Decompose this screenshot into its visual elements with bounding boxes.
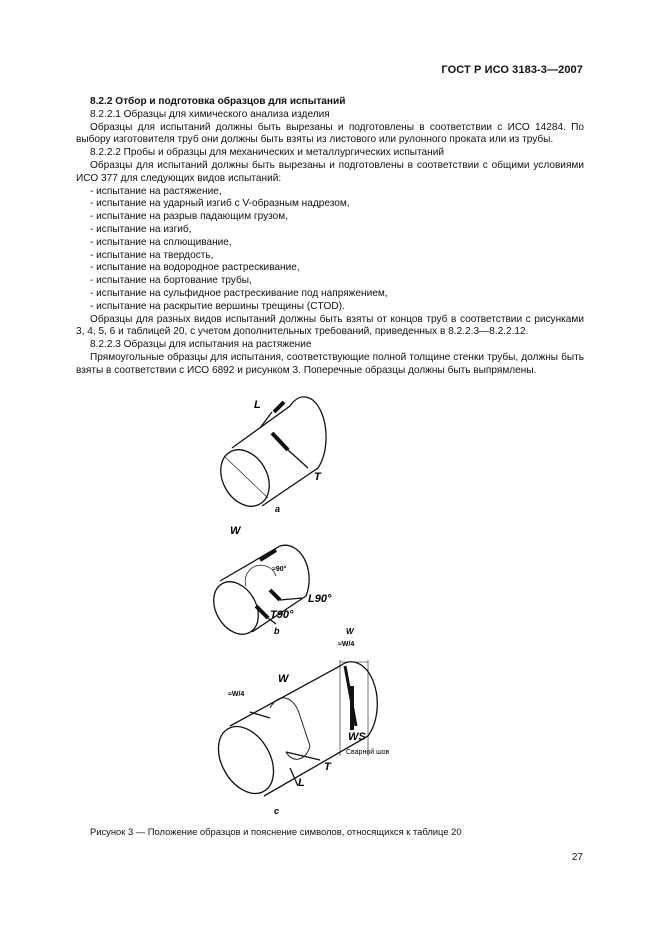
- list-item: - испытание на ударный изгиб с V-образным надрезом,: [90, 198, 350, 210]
- paragraph: 8.2.2.1 Образцы для химического анализа изделия: [90, 108, 330, 120]
- figure-caption: Рисунок 3 — Положение образцов и пояснение символов, относящихся к таблице 20: [90, 826, 462, 837]
- label-W-top-c: W: [346, 627, 354, 636]
- list-item: - испытание на изгиб,: [90, 223, 192, 235]
- section-heading: 8.2.2 Отбор и подготовка образцов для испытаний: [90, 96, 346, 107]
- tests-list: [76, 186, 584, 314]
- label-T-c: T: [324, 761, 331, 773]
- label-L-c: L: [298, 777, 305, 789]
- list-item: - испытание на разрыв падающим грузом,: [90, 211, 289, 223]
- figure-letter-b: b: [274, 626, 280, 636]
- label-L90-b: L90°: [308, 593, 332, 605]
- section-body: [76, 96, 584, 378]
- list-item: - испытание на сплющивание,: [90, 236, 232, 248]
- figure-letter-a: a: [275, 504, 281, 514]
- label-frac-top-c: ≈W/4: [338, 641, 355, 648]
- pipe-a-drawing: [211, 397, 326, 515]
- paragraph: Образцы для испытаний должны быть вырезаны и подготовлены в соответствии с ИСО 14284. По выбору изготовителя труб они должны быть взяты из листового или рулонного проката или из трубы.: [76, 121, 584, 146]
- label-T-a: T: [314, 471, 321, 483]
- list-item: - испытание на твердость,: [90, 249, 214, 261]
- label-weld-c: Сварной шов: [346, 749, 390, 756]
- label-L-a: L: [254, 399, 261, 411]
- page-number: 27: [571, 852, 583, 863]
- list-item: - испытание на водородное растрескивание,: [90, 262, 300, 274]
- label-T90-b: T90°: [270, 609, 294, 621]
- figure-3-drawing: [190, 388, 410, 820]
- paragraph: Образцы для испытаний должны быть вырезаны и подготовлены в соответствии с общими условиями ИСО 377 для следующих видов испытаний:: [76, 159, 584, 184]
- label-angle-b: ≈90°: [272, 566, 287, 573]
- document-header: ГОСТ Р ИСО 3183-3—2007: [441, 64, 583, 76]
- pipe-b-drawing: [205, 545, 309, 642]
- label-W-c: W: [278, 673, 289, 685]
- paragraph: 8.2.2.3 Образцы для испытания на растяжение: [90, 339, 312, 351]
- label-W-b: W: [230, 525, 241, 537]
- paragraph: Образцы для разных видов испытаний должны быть взяты от концов труб в соответствии с рисунками 3, 4, 5, 6 и таблицей 20, с учетом дополнительных требований, приведенных в 8.2.2.3—8.2.2.12.: [76, 313, 584, 338]
- label-WS-c: WS: [348, 731, 366, 743]
- figure-letter-c: c: [274, 806, 280, 816]
- paragraph: 8.2.2.2 Пробы и образцы для механических и металлургических испытаний: [90, 147, 445, 159]
- list-item: - испытание на раскрытие вершины трещины (CTOD).: [90, 300, 345, 312]
- label-frac-left-c: ≈W/4: [228, 691, 245, 698]
- paragraph: Прямоугольные образцы для испытания, соответствующие полной толщине стенки трубы, должны быть взяты в соответствии с ИСО 6892 и рисунком 3. Поперечные образцы должны быть выпрямлены.: [76, 351, 584, 376]
- list-item: - испытание на бортование трубы,: [90, 275, 252, 287]
- list-item: - испытание на растяжение,: [90, 185, 222, 197]
- list-item: - испытание на сульфидное растрескивание под напряжением,: [90, 287, 388, 299]
